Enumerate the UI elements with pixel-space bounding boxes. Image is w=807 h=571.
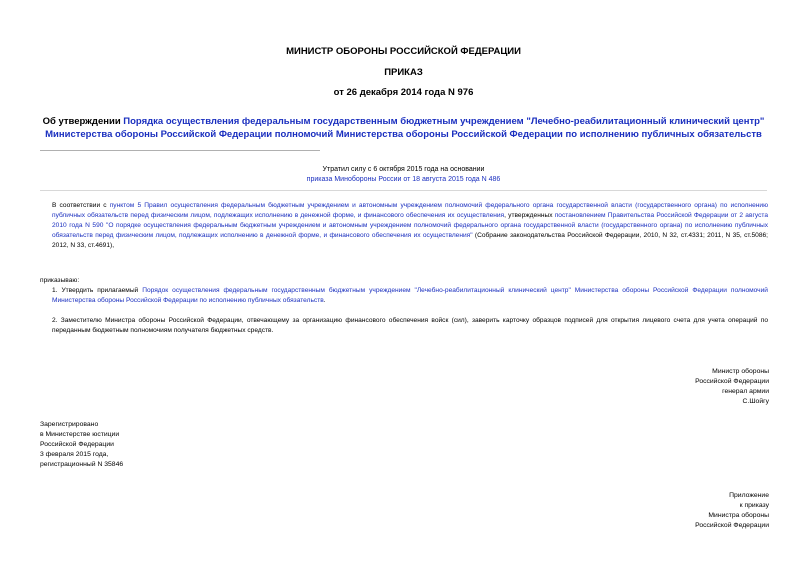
long-divider xyxy=(40,190,767,191)
clause-2-paragraph: 2. Заместителю Министра обороны Российской Федерации, отвечающему за организацию финансового обеспечения войск (сил), заверить карточку образцов подписей для открытия лицевого счета для учета операций по переданным бюджетным полномочиям получателя бюджетных средств. xyxy=(52,317,768,334)
clause-1-text-a: 1. Утвердить прилагаемый xyxy=(52,287,143,294)
status-note-text: Утратил силу с 6 октября 2015 года на основании xyxy=(322,166,485,173)
document-title-prefix: Об утверждении xyxy=(42,116,124,127)
clause-1-text-b: . xyxy=(323,297,326,304)
appendix-line: Приложение xyxy=(729,492,769,499)
procedure-link[interactable]: Порядок осуществления федеральным государственным бюджетным учреждением "Лечебно-реабилитационный клинический центр" Министерства обороны Российской Федерации полномочий Министерства обороны Российской Федерации по исполнению публичных обязательств xyxy=(52,287,768,304)
appendix-line: к приказу xyxy=(739,502,769,509)
signature-line: генерал армии xyxy=(722,388,769,395)
signature-line: С.Шойгу xyxy=(742,398,769,405)
registration-line: 3 февраля 2015 года, xyxy=(40,451,109,458)
order-word: приказываю: xyxy=(40,277,80,284)
signature-line: Российской Федерации xyxy=(695,378,769,385)
document-title xyxy=(40,115,767,141)
preamble-paragraph xyxy=(40,201,768,251)
registration-block xyxy=(40,420,123,470)
clause-1-paragraph xyxy=(40,286,768,306)
status-note-link[interactable]: приказа Минобороны России от 18 августа 2015 года N 486 xyxy=(306,176,501,183)
rules-point-link[interactable]: пунктом 5 Правил осуществления федеральным бюджетным учреждением и автономным учреждением полномочий федерального органа государственной власти (государственного органа) по исполнению публичных обязательств перед физическим лицом, подлежащих исполнению в денежной форме, и финансового обеспечения их осуществления xyxy=(52,202,769,219)
preamble-text-a: В соответствии с xyxy=(52,202,110,209)
registration-line: Зарегистрировано xyxy=(40,421,99,428)
signature-block xyxy=(695,367,769,407)
document-type: ПРИКАЗ xyxy=(384,67,423,78)
preamble-text-c: (Собрание законодательства Российской Федерации, 2010, N 32, ст.4331; 2011, N 35, ст.5086; 2012, N 33, ст.4691), xyxy=(52,232,768,249)
appendix-block xyxy=(695,491,769,531)
government-decree-link[interactable]: постановлением Правительства Российской Федерации от 2 августа 2010 года N 590 "О порядке осуществления федеральным бюджетным учреждением и автономным учреждением полномочий федерального органа государственной власти (государственного органа) по исполнению публичных обязательств перед физическим лицом, подлежащих исполнению в денежной форме, и финансового обеспечения их осуществления" xyxy=(52,212,769,239)
preamble-text-b: , утвержденных xyxy=(504,212,555,219)
registration-line: в Министерстве юстиции xyxy=(40,431,120,438)
ministry-heading: МИНИСТР ОБОРОНЫ РОССИЙСКОЙ ФЕДЕРАЦИИ xyxy=(286,46,521,57)
document-title-link[interactable]: Порядка осуществления федеральным государственным бюджетным учреждением "Лечебно-реабилитационный клинический центр" Министерства обороны Российской Федерации полномочий Министерства обороны Российской Федерации по исполнению публичных обязательств xyxy=(45,116,765,140)
short-divider xyxy=(40,150,320,151)
status-note xyxy=(0,165,807,185)
appendix-line: Российской Федерации xyxy=(695,522,769,529)
registration-line: регистрационный N 35846 xyxy=(40,461,124,468)
appendix-line: Министра обороны xyxy=(708,512,769,519)
signature-line: Министр обороны xyxy=(712,368,769,375)
document-date-number: от 26 декабря 2014 года N 976 xyxy=(333,87,474,98)
registration-line: Российской Федерации xyxy=(40,441,114,448)
